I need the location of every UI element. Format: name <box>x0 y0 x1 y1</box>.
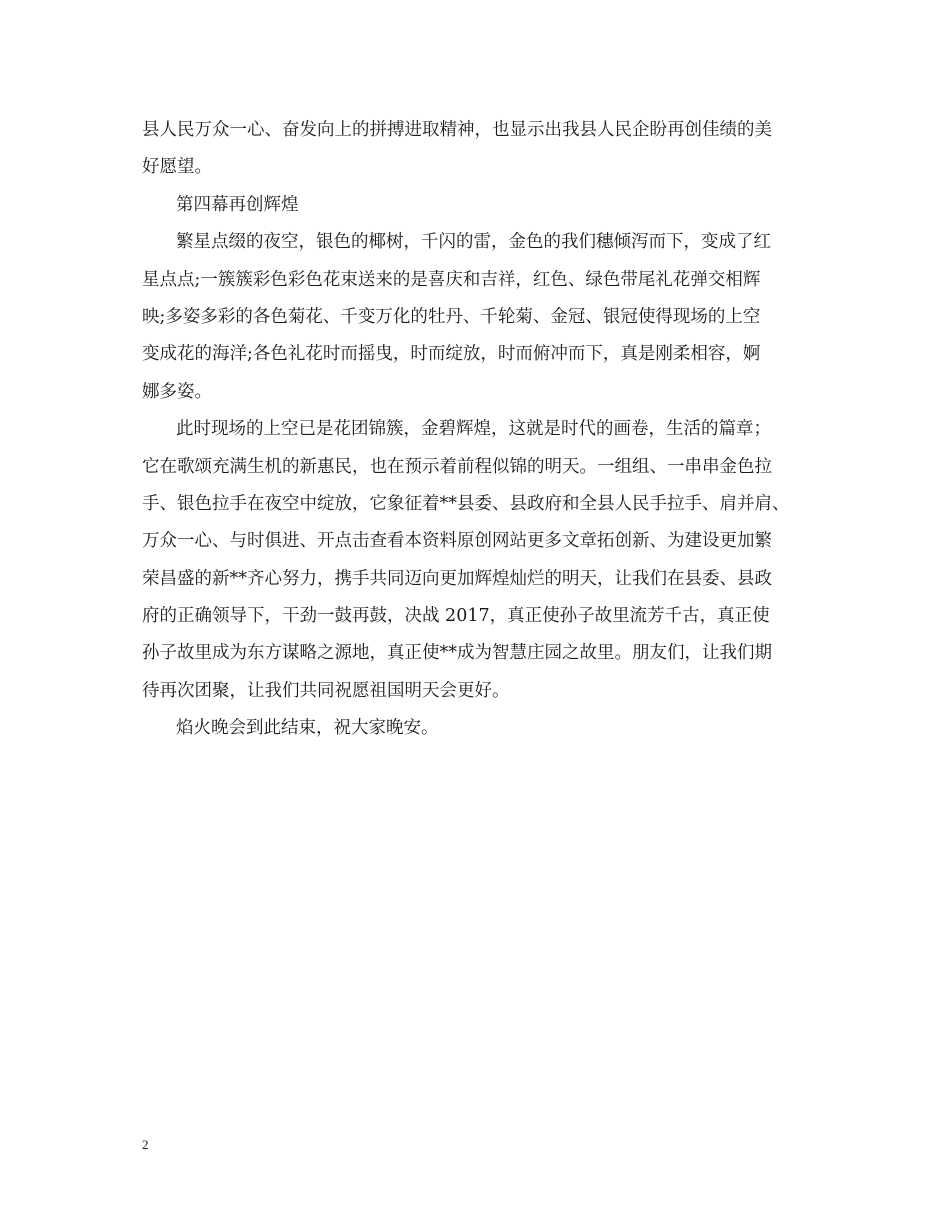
page-number: 2 <box>142 1137 149 1152</box>
paragraph-line: 繁星点缀的夜空，银色的椰树，千闪的雷，金色的我们穗倾泻而下，变成了红 <box>176 232 771 253</box>
paragraph-line: 娜多姿。 <box>142 381 212 402</box>
paragraph-line: 县人民万众一心、奋发向上的拼搏进取精神，也显示出我县人民企盼再创佳绩的美 <box>142 120 772 140</box>
paragraph-line: 此时现场的上空已是花团锦簇，金碧辉煌，这就是时代的画卷，生活的篇章； <box>176 419 771 440</box>
paragraph-line: 它在歌颂充满生机的新惠民，也在预示着前程似锦的明天。一组组、一串串金色拉 <box>142 456 772 477</box>
paragraph-line: 映;多姿多彩的各色菊花、千变万化的牡丹、千轮菊、金冠、银冠使得现场的上空 <box>142 306 761 327</box>
paragraph-line: 待再次团聚，让我们共同祝愿祖国明天会更好。 <box>142 680 510 701</box>
paragraph-line: 孙子故里成为东方谋略之源地，真正使**成为智慧庄园之故里。朋友们，让我们期 <box>142 643 772 664</box>
paragraph-line: 万众一心、与时俱进、开点击查看本资料原创网站更多文章拓创新、为建设更加繁 <box>142 531 772 552</box>
paragraph-line: 荣昌盛的新**齐心努力，携手共同迈向更加辉煌灿烂的明天，让我们在县委、县政 <box>142 568 772 589</box>
paragraph-line: 变成花的海洋;各色礼花时而摇曳，时而绽放，时而俯冲而下，真是刚柔相容，婀 <box>142 344 761 365</box>
paragraph-line: 好愿望。 <box>142 157 212 178</box>
paragraph-line: 手、银色拉手在夜空中绽放，它象征着**县委、县政府和全县人民手拉手、肩并肩、 <box>142 493 790 514</box>
closing-line: 焰火晚会到此结束，祝大家晚安。 <box>176 718 439 739</box>
paragraph-line: 星点点;一簇簇彩色彩色花束送来的是喜庆和吉祥，红色、绿色带尾礼花弹交相辉 <box>142 269 761 290</box>
section-heading: 第四幕再创辉煌 <box>176 194 299 215</box>
document-body <box>142 112 810 748</box>
paragraph-line: 府的正确领导下，干劲一鼓再鼓，决战 2017，真正使孙子故里流芳千古，真正使 <box>142 606 770 627</box>
